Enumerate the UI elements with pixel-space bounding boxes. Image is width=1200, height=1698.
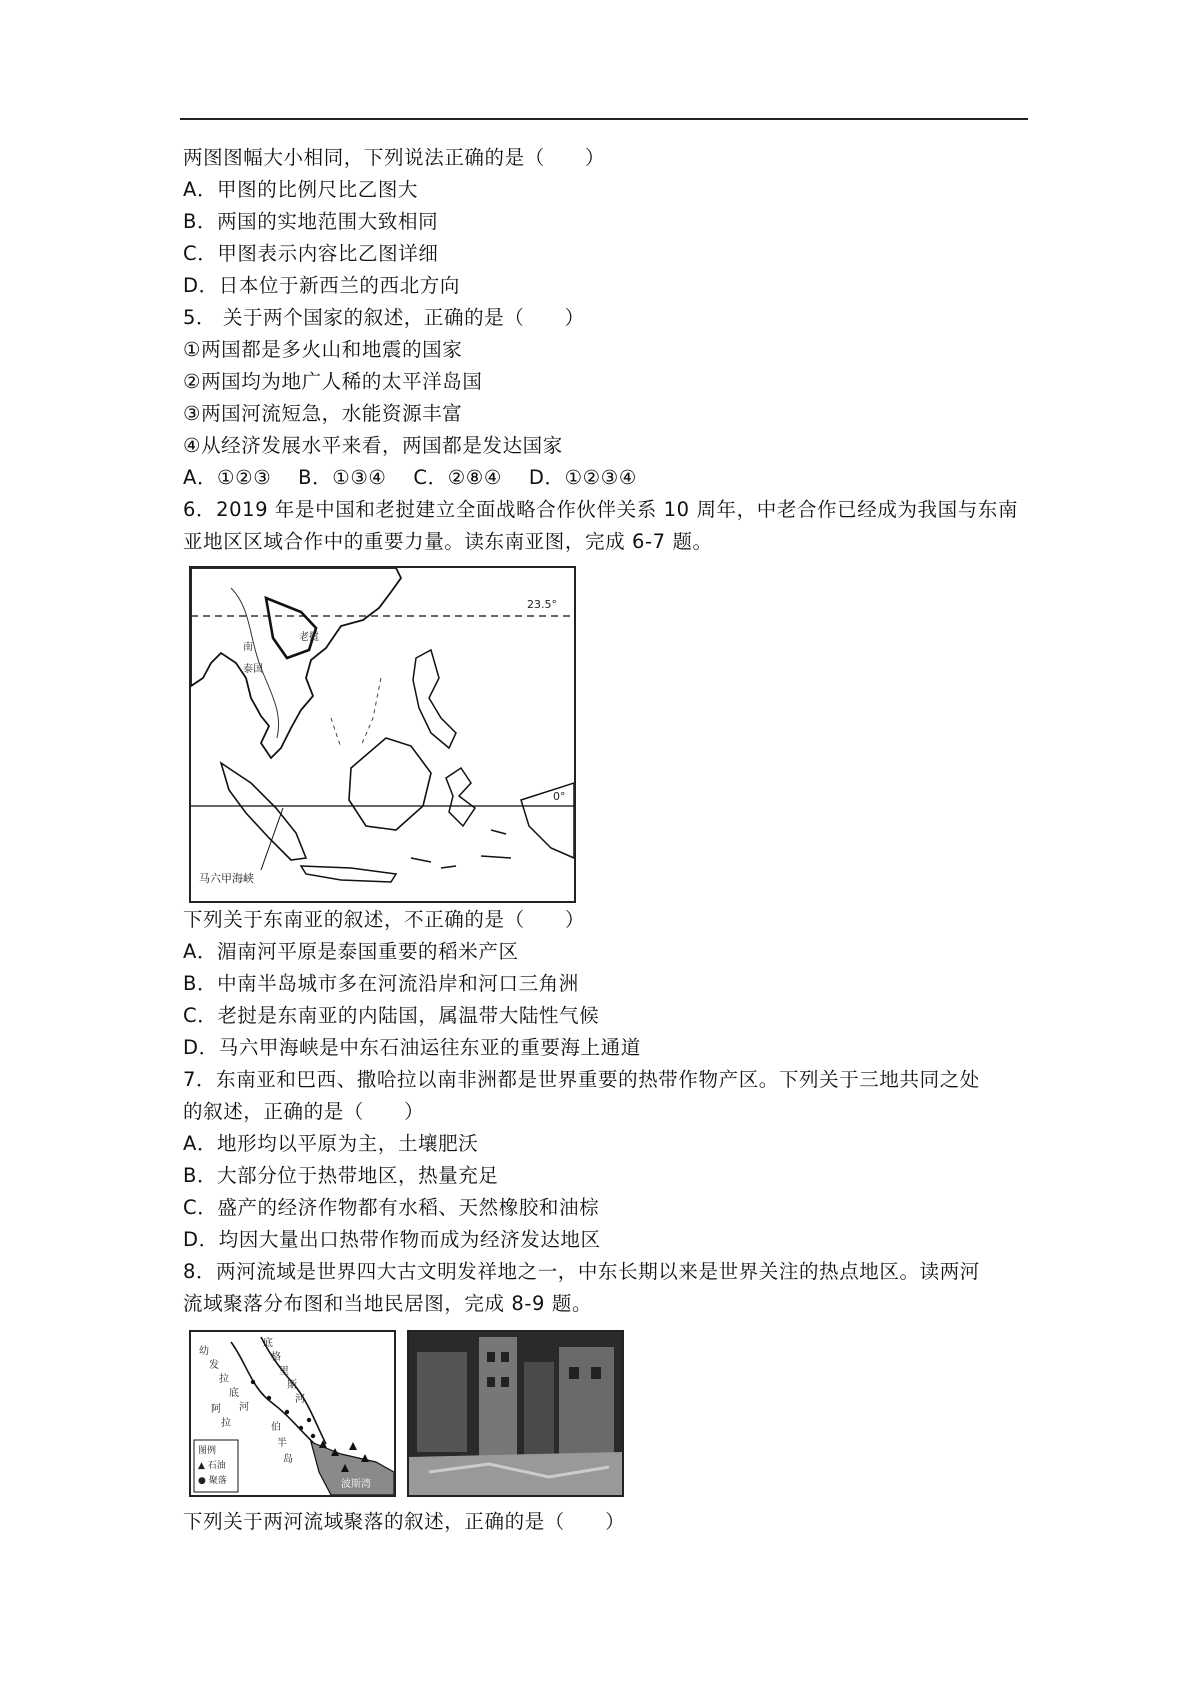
river-map-label: 底: [229, 1388, 239, 1399]
tropic-label: 23.5°: [527, 598, 557, 611]
laos-border: [266, 598, 316, 658]
q8-intro-line1: 8．两河流域是世界四大古文明发祥地之一，中东长期以来是世界关注的热点地区。读两河: [183, 1260, 980, 1283]
river-map-label: 发: [209, 1360, 219, 1371]
settlement-markers: [251, 1380, 315, 1438]
q7-option-c: C．盛产的经济作物都有水稻、天然橡胶和油棕: [183, 1196, 600, 1219]
q4-option-d: D．日本位于新西兰的西北方向: [183, 274, 460, 297]
two-rivers-map-drawing: [191, 1332, 394, 1495]
q7-stem-line1: 7．东南亚和巴西、撒哈拉以南非洲都是世界重要的热带作物产区。下列关于三地共同之处: [183, 1068, 980, 1091]
q4-option-a: A．甲图的比例尺比乙图大: [183, 178, 419, 201]
q7-option-b: B．大部分位于热带地区，热量充足: [183, 1164, 499, 1187]
river-line: [231, 588, 279, 738]
strait-label: 马六甲海峡: [199, 872, 254, 885]
river-map-label: 拉: [221, 1418, 231, 1429]
q4-stem: 两图图幅大小相同，下列说法正确的是（ ）: [183, 146, 606, 169]
header-rule: [180, 118, 1028, 120]
two-rivers-map: [189, 1330, 396, 1497]
legend-oil: ▲ 石油: [198, 1461, 226, 1471]
q8-stem: 下列关于两河流域聚落的叙述，正确的是（ ）: [183, 1510, 626, 1533]
q7-option-a: A．地形均以平原为主，土壤肥沃: [183, 1132, 479, 1155]
q5-statement-1: ①两国都是多火山和地震的国家: [183, 338, 463, 361]
sumatra-coast: [221, 763, 306, 860]
q6-intro-line2: 亚地区区域合作中的重要力量。读东南亚图，完成 6-7 题。: [183, 530, 713, 553]
q5-options: A．①②③ B．①③④ C．②⑧④ D．①②③④: [183, 466, 637, 489]
q6-option-d: D．马六甲海峡是中东石油运往东亚的重要海上通道: [183, 1036, 641, 1059]
q7-stem-line2: 的叙述，正确的是（ ）: [183, 1100, 425, 1123]
gulf-label: 波斯湾: [341, 1479, 371, 1490]
river-map-label: 伯: [271, 1422, 281, 1433]
river-map-label: 岛: [283, 1454, 293, 1465]
residence-photo-drawing: [409, 1332, 622, 1495]
equator-label: 0°: [553, 790, 566, 803]
q8-intro-line2: 流域聚落分布图和当地民居图，完成 8-9 题。: [183, 1292, 593, 1315]
river-map-label: 幼: [199, 1346, 209, 1357]
river-map-label: 半: [277, 1438, 287, 1449]
q4-option-c: C．甲图表示内容比乙图详细: [183, 242, 439, 265]
q5-statement-2: ②两国均为地广人稀的太平洋岛国: [183, 370, 483, 393]
new-guinea-coast: [521, 783, 574, 858]
philippines-coast: [413, 650, 456, 748]
river-map-label: 拉: [219, 1374, 229, 1385]
river-map-label: 阿: [211, 1404, 221, 1415]
strait-pointer: [261, 808, 283, 870]
q7-option-d: D．均因大量出口热带作物而成为经济发达地区: [183, 1228, 601, 1251]
mainland-coast: [191, 568, 401, 758]
sulawesi-coast: [446, 768, 475, 826]
java-coast: [301, 866, 396, 882]
river-map-label: 底: [263, 1338, 273, 1349]
label-thailand: 泰国: [243, 664, 263, 675]
river-map-label: 里: [279, 1366, 289, 1377]
southeast-asia-map-drawing: [191, 568, 574, 901]
q6-stem: 下列关于东南亚的叙述，不正确的是（ ）: [183, 908, 586, 931]
small-islands: [411, 830, 511, 868]
q6-option-a: A．湄南河平原是泰国重要的稻米产区: [183, 940, 519, 963]
q6-intro-line1: 6．2019 年是中国和老挝建立全面战略合作伙伴关系 10 周年，中老合作已经成为我国与东南: [183, 498, 1019, 521]
q5-statement-4: ④从经济发展水平来看，两国都是发达国家: [183, 434, 563, 457]
borneo-coast: [349, 738, 431, 830]
river-map-label: 格: [271, 1352, 281, 1363]
q4-option-b: B．两国的实地范围大致相同: [183, 210, 439, 233]
legend-settlement: ● 聚落: [198, 1476, 227, 1486]
label-nan: 南: [243, 642, 253, 653]
southeast-asia-map: [189, 566, 576, 903]
sea-boundary: [331, 678, 381, 748]
q5-stem: 5． 关于两个国家的叙述，正确的是（ ）: [183, 306, 585, 329]
q6-option-c: C．老挝是东南亚的内陆国，属温带大陆性气候: [183, 1004, 600, 1027]
legend-title: 图例: [198, 1446, 217, 1456]
q5-statement-3: ③两国河流短急，水能资源丰富: [183, 402, 463, 425]
q6-option-b: B．中南半岛城市多在河流沿岸和河口三角洲: [183, 972, 579, 995]
residence-photo: [407, 1330, 624, 1497]
river-map-label: 河: [239, 1402, 249, 1413]
label-laos: 老挝: [299, 632, 319, 643]
river-map-label: 河: [295, 1394, 305, 1405]
river-map-label: 斯: [287, 1380, 297, 1391]
